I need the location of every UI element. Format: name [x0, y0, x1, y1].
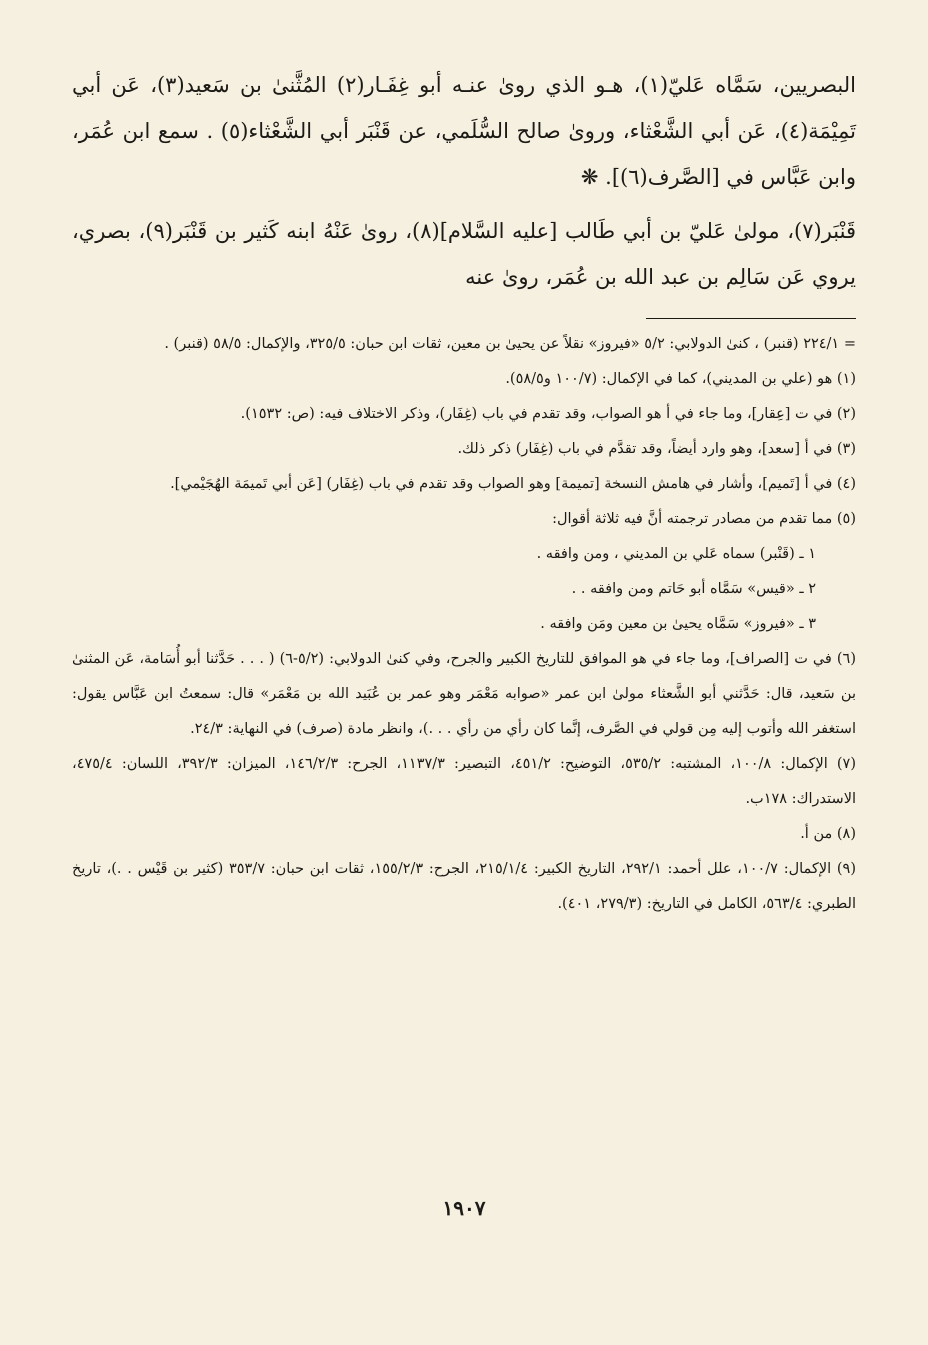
footnote-continuation: = ٢٢٤/١ (قنبر) ، كنىٰ الدولابي: ٥/٢ «فيروز» نقلاً عن يحيىٰ بن معين، ثقات ابن حبان: ٣٢٥/٥، والإكمال: ٥٨/٥ (قنبر) . — [164, 336, 856, 352]
footnote-6: (٦) في ت [الصراف]، وما جاء في هو الموافق للتاريخ الكبير والجرح، وفي كنىٰ الدولابي: (٥/٢-٦) ( . . . حَدَّثنا أبو أُسَامة، عَن المثنىٰ بن سَعيد، قال: حَدَّثني أبو الشَّعثاء مولىٰ ابن عمر «صوابه مَعْمَر وهو عمر بن عُبَيد الله بن مَعْمَر» قال: سمعتُ ابن عَبَّاس يقول: استغفر الله وأتوب إليه مِن قولي في الصَّرف، إنَّما كان رأي من رأي . . .)، وانظر مادة (صرف) في النهاية: ٢٤/٣. — [72, 651, 856, 737]
footnote-1: (١) هو (علي بن المديني)، كما في الإكمال: (١٠٠/٧ و٥٨/٥). — [505, 371, 856, 387]
footnote-5-item: ١ ـ (قَنْبر) سماه عَلي بن المديني ، ومن وافقه . — [536, 546, 816, 562]
footnote-5-item: ٢ ـ «قيس» سَمَّاه أبو حَاتم ومن وافقه . . — [571, 581, 816, 597]
footnote-2: (٢) في ت [عِقار]، وما جاء في أ هو الصواب، وقد تقدم في باب (غِفَار)، وذكر الاختلاف فيه: (ص: ١٥٣٢). — [240, 406, 856, 422]
footnote-5-intro: (٥) مما تقدم من مصادر ترجمته أنَّ فيه ثلاثة أقوال: — [552, 511, 856, 527]
main-paragraph-1: البصريين، سَمَّاه عَليّ(١)، هـو الذي روىٰ عنـه أبو غِفَـار(٢) المُثَّنىٰ بن سَعيد(٣)، عَن أبي تَمِيْمَة(٤)، عَن أبي الشَّعْثاء، وروىٰ صالح السُّلَمي، عن قَنْبَر أبي الشَّعْثاء(٥) . سمع ابن عُمَر، وابن عَبَّاس في [الصَّرف(٦)]. ❋ — [72, 73, 856, 189]
footnote-3: (٣) في أ [سعد]، وهو وارد أيضاً، وقد تقدَّم في باب (غِفَار) ذكر ذلك. — [457, 441, 856, 457]
footnote-5-item: ٣ ـ «فيروز» سَمَّاه يحيىٰ بن معين ومَن وافقه . — [540, 616, 816, 632]
page-number: ١٩٠٧ — [442, 1196, 486, 1220]
footnote-8: (٨) من أ. — [800, 826, 856, 842]
footnote-4: (٤) في أ [تَميم]، وأشار في هامش النسخة [تميمة] وهو الصواب وقد تقدم في باب (غِفَار) [عَن أبي تَميمَة الهُجَيْمي]. — [170, 476, 856, 492]
footnote-7: (٧) الإكمال: ١٠٠/٨، المشتبه: ٥٣٥/٢، التوضيح: ٤٥١/٢، التبصير: ١١٣٧/٣، الجرح: ١٤٦/٢/٣، الميزان: ٣٩٢/٣، اللسان: ٤٧٥/٤، الاستدراك: ١٧٨ب. — [72, 756, 856, 807]
footnote-separator — [646, 318, 856, 319]
paragraph-gap — [72, 200, 856, 208]
main-text — [72, 62, 856, 300]
footnotes — [72, 327, 856, 922]
main-paragraph-2: قَنْبَر(٧)، مولىٰ عَليّ بن أبي طَالب [عليه السَّلام](٨)، روىٰ عَنْهُ ابنه كَثير بن قَنْبَر(٩)، بصري، يروي عَن سَالِم بن عبد الله بن عُمَر، روىٰ عنه — [72, 219, 856, 289]
footnote-9: (٩) الإكمال: ١٠٠/٧، علل أحمد: ٢٩٢/١، التاريخ الكبير: ٢١٥/١/٤، الجرح: ١٥٥/٢/٣، ثقات ابن حبان: ٣٥٣/٧ (كثير بن قَيْس . .)، تاريخ الطبري: ٥٦٣/٤، الكامل في التاريخ: (٢٧٩/٣، ٤٠١). — [72, 861, 856, 912]
